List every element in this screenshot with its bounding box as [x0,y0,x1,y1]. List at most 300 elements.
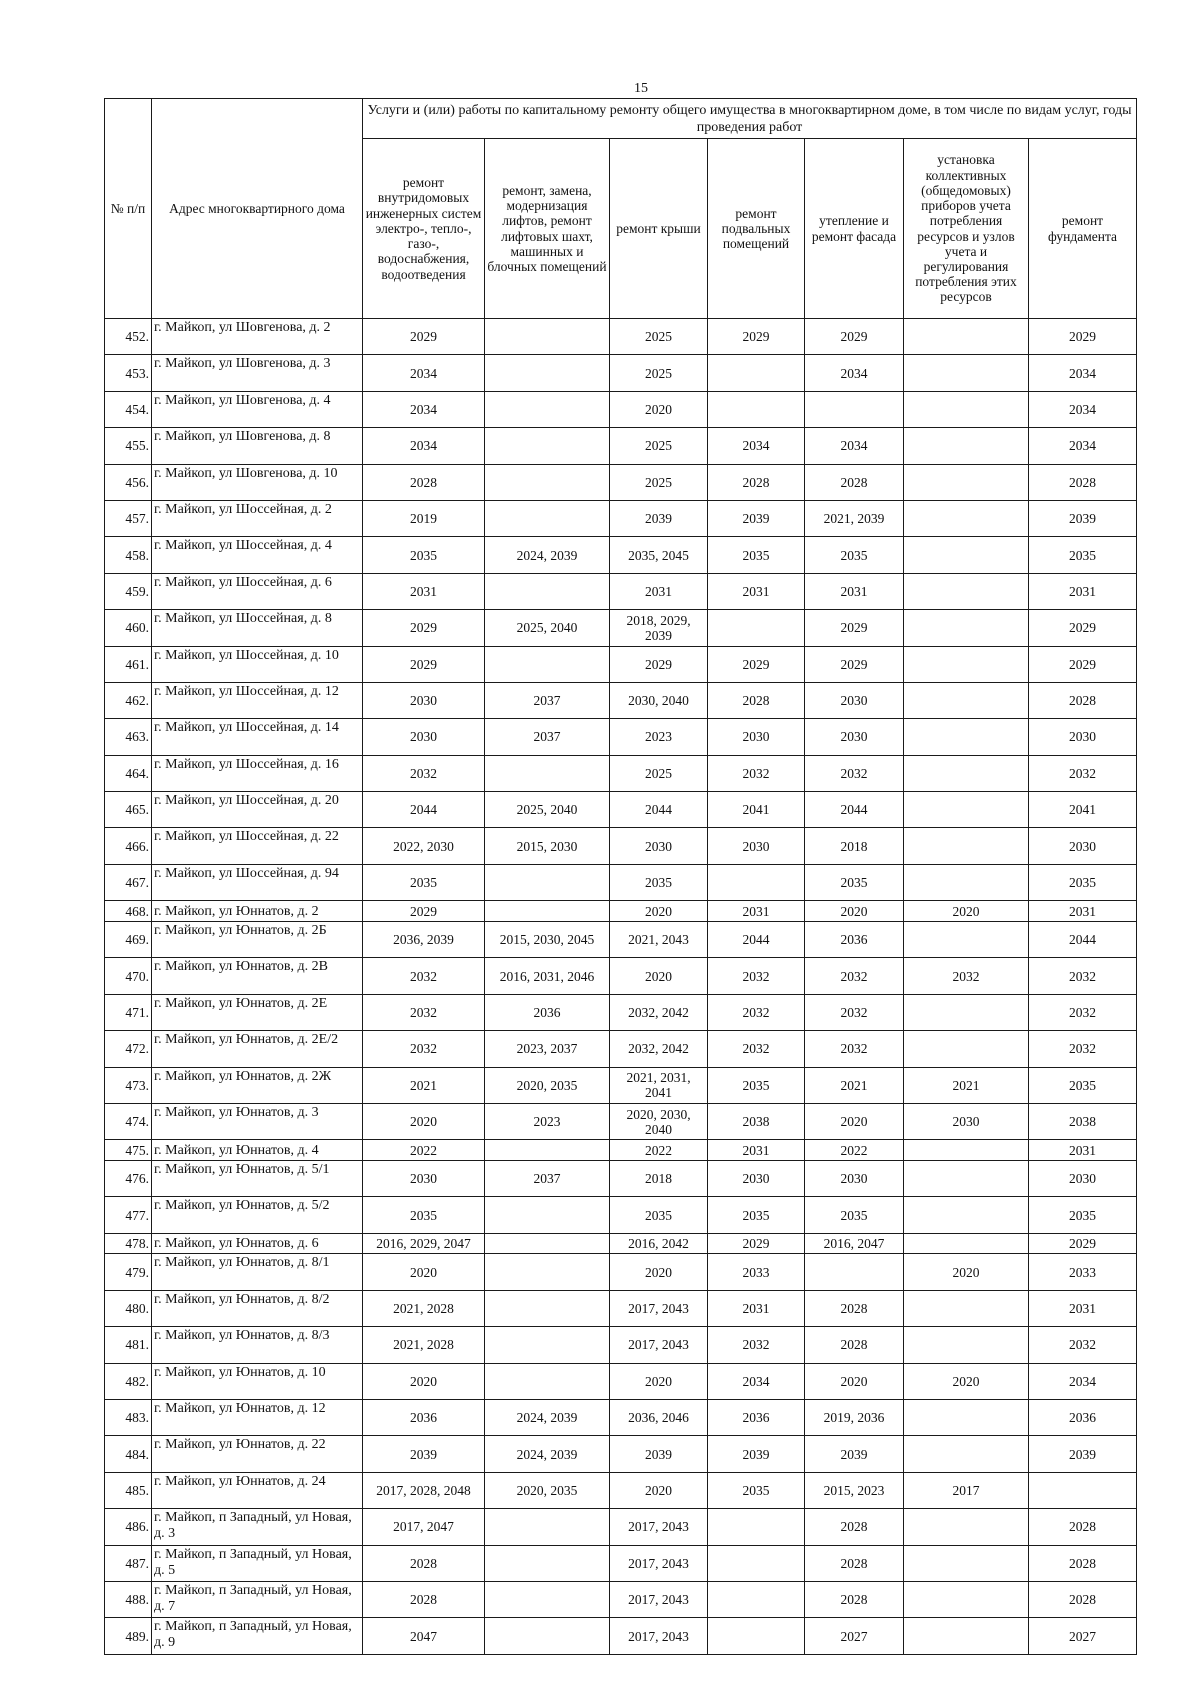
row-address: г. Майкоп, ул Шовгенова, д. 3 [152,355,363,391]
cell-basement: 2032 [708,755,805,791]
row-address: г. Майкоп, ул Шоссейная, д. 94 [152,864,363,900]
cell-engineering: 2028 [363,464,485,500]
cell-elevators [485,864,610,900]
table-row [105,719,1137,755]
cell-facade: 2020 [805,901,904,922]
cell-basement: 2034 [708,428,805,464]
cell-basement: 2035 [708,1472,805,1508]
cell-roof: 2022 [610,1140,708,1161]
cell-elevators [485,319,610,355]
cell-elevators: 2023 [485,1103,610,1139]
cell-basement: 2034 [708,1363,805,1399]
row-address: г. Майкоп, ул Юннатов, д. 4 [152,1140,363,1161]
row-number: 453. [105,355,152,391]
row-number: 471. [105,994,152,1030]
cell-facade: 2032 [805,994,904,1030]
cell-foundation: 2036 [1029,1400,1137,1436]
cell-foundation: 2041 [1029,792,1137,828]
cell-basement: 2030 [708,828,805,864]
cell-roof: 2021, 2031, 2041 [610,1067,708,1103]
row-number: 465. [105,792,152,828]
cell-engineering: 2020 [363,1363,485,1399]
cell-elevators [485,1290,610,1326]
row-address: г. Майкоп, ул Юннатов, д. 12 [152,1400,363,1436]
cell-elevators [485,1327,610,1363]
cell-roof: 2017, 2043 [610,1581,708,1617]
row-number: 455. [105,428,152,464]
table-row [105,921,1137,957]
row-number: 488. [105,1581,152,1617]
row-address: г. Майкоп, ул Шоссейная, д. 4 [152,537,363,573]
cell-foundation: 2039 [1029,1436,1137,1472]
cell-roof: 2032, 2042 [610,994,708,1030]
cell-basement: 2036 [708,1400,805,1436]
cell-engineering: 2039 [363,1436,485,1472]
row-number: 469. [105,921,152,957]
cell-elevators [485,1581,610,1617]
row-number: 475. [105,1140,152,1161]
cell-elevators [485,1509,610,1545]
header-col-meters: установка коллективных (общедомовых) приборов учета потребления ресурсов и узлов учета и регулирования потребления этих ресурсов [904,139,1029,319]
row-number: 479. [105,1254,152,1290]
cell-foundation: 2031 [1029,1290,1137,1326]
cell-elevators: 2020, 2035 [485,1472,610,1508]
cell-engineering: 2034 [363,355,485,391]
cell-foundation: 2035 [1029,864,1137,900]
cell-foundation: 2032 [1029,994,1137,1030]
cell-foundation: 2029 [1029,1233,1137,1254]
cell-foundation: 2029 [1029,610,1137,646]
cell-elevators: 2024, 2039 [485,537,610,573]
cell-elevators: 2015, 2030, 2045 [485,921,610,957]
cell-meters [904,994,1029,1030]
row-address: г. Майкоп, ул Юннатов, д. 5/2 [152,1197,363,1233]
cell-foundation: 2039 [1029,500,1137,536]
cell-foundation: 2031 [1029,1140,1137,1161]
cell-basement: 2032 [708,994,805,1030]
row-address: г. Майкоп, ул Шоссейная, д. 14 [152,719,363,755]
cell-facade: 2027 [805,1618,904,1654]
row-number: 452. [105,319,152,355]
cell-foundation: 2032 [1029,1031,1137,1067]
row-address: г. Майкоп, п Западный, ул Новая, д. 5 [152,1545,363,1581]
cell-facade: 2021 [805,1067,904,1103]
cell-roof: 2020 [610,901,708,922]
table-row [105,1509,1137,1545]
cell-engineering: 2019 [363,500,485,536]
cell-meters [904,1233,1029,1254]
cell-engineering: 2032 [363,1031,485,1067]
row-address: г. Майкоп, ул Шовгенова, д. 4 [152,391,363,427]
cell-roof: 2025 [610,464,708,500]
cell-elevators [485,901,610,922]
cell-engineering: 2028 [363,1545,485,1581]
cell-foundation: 2028 [1029,464,1137,500]
table-row [105,1254,1137,1290]
cell-foundation: 2033 [1029,1254,1137,1290]
row-number: 484. [105,1436,152,1472]
cell-roof: 2017, 2043 [610,1290,708,1326]
cell-roof: 2020 [610,391,708,427]
cell-engineering: 2020 [363,1254,485,1290]
row-address: г. Майкоп, ул Юннатов, д. 3 [152,1103,363,1139]
cell-roof: 2044 [610,792,708,828]
cell-basement: 2041 [708,792,805,828]
cell-basement: 2032 [708,1031,805,1067]
cell-basement [708,610,805,646]
table-row [105,1327,1137,1363]
cell-facade: 2028 [805,1509,904,1545]
cell-facade: 2029 [805,646,904,682]
cell-foundation: 2027 [1029,1618,1137,1654]
table-row [105,537,1137,573]
cell-facade: 2035 [805,1197,904,1233]
cell-facade: 2034 [805,355,904,391]
table-row [105,1140,1137,1161]
row-address: г. Майкоп, ул Юннатов, д. 6 [152,1233,363,1254]
cell-basement: 2032 [708,958,805,994]
cell-engineering: 2021, 2028 [363,1290,485,1326]
cell-roof: 2032, 2042 [610,1031,708,1067]
cell-meters: 2020 [904,1254,1029,1290]
cell-foundation: 2034 [1029,1363,1137,1399]
cell-elevators [485,1363,610,1399]
table-row [105,1545,1137,1581]
cell-elevators: 2036 [485,994,610,1030]
table-row [105,1618,1137,1654]
cell-roof: 2020 [610,1363,708,1399]
row-address: г. Майкоп, ул Шоссейная, д. 22 [152,828,363,864]
cell-basement [708,1581,805,1617]
cell-engineering: 2032 [363,994,485,1030]
cell-elevators [485,428,610,464]
cell-meters [904,921,1029,957]
cell-meters [904,719,1029,755]
table-body [105,319,1137,1655]
cell-meters [904,1160,1029,1196]
capital-repair-table [104,98,1137,1655]
cell-engineering: 2017, 2028, 2048 [363,1472,485,1508]
cell-elevators [485,1545,610,1581]
row-number: 472. [105,1031,152,1067]
row-address: г. Майкоп, ул Юннатов, д. 8/1 [152,1254,363,1290]
table-row [105,1233,1137,1254]
table-row [105,319,1137,355]
cell-roof: 2017, 2043 [610,1327,708,1363]
row-number: 458. [105,537,152,573]
table-row [105,500,1137,536]
header-services-group: Услуги и (или) работы по капитальному ремонту общего имущества в многоквартирном доме, в том числе по видам услуг, годы проведения работ [363,99,1137,139]
cell-engineering: 2036 [363,1400,485,1436]
cell-elevators: 2016, 2031, 2046 [485,958,610,994]
cell-roof: 2017, 2043 [610,1545,708,1581]
cell-foundation: 2028 [1029,1509,1137,1545]
row-number: 456. [105,464,152,500]
cell-meters [904,500,1029,536]
cell-basement [708,1509,805,1545]
cell-meters [904,1436,1029,1472]
cell-foundation: 2031 [1029,573,1137,609]
cell-foundation: 2030 [1029,719,1137,755]
cell-meters [904,573,1029,609]
header-col-foundation: ремонт фундамента [1029,139,1137,319]
cell-roof: 2017, 2043 [610,1618,708,1654]
cell-facade [805,391,904,427]
row-number: 489. [105,1618,152,1654]
cell-engineering: 2032 [363,755,485,791]
cell-engineering: 2035 [363,537,485,573]
row-number: 487. [105,1545,152,1581]
cell-basement: 2028 [708,464,805,500]
cell-foundation: 2028 [1029,1581,1137,1617]
table-row [105,864,1137,900]
row-number: 470. [105,958,152,994]
row-address: г. Майкоп, ул Юннатов, д. 10 [152,1363,363,1399]
page-number: 15 [634,81,648,96]
row-address: г. Майкоп, ул Шоссейная, д. 10 [152,646,363,682]
cell-roof: 2029 [610,646,708,682]
cell-meters [904,1509,1029,1545]
cell-meters: 2032 [904,958,1029,994]
row-number: 476. [105,1160,152,1196]
row-number: 483. [105,1400,152,1436]
cell-facade: 2015, 2023 [805,1472,904,1508]
cell-meters [904,464,1029,500]
cell-elevators [485,1233,610,1254]
cell-facade: 2036 [805,921,904,957]
row-address: г. Майкоп, ул Шовгенова, д. 10 [152,464,363,500]
cell-engineering: 2029 [363,319,485,355]
cell-elevators: 2024, 2039 [485,1400,610,1436]
row-address: г. Майкоп, ул Шоссейная, д. 16 [152,755,363,791]
cell-foundation: 2044 [1029,921,1137,957]
cell-roof: 2035 [610,864,708,900]
cell-facade: 2022 [805,1140,904,1161]
cell-engineering: 2031 [363,573,485,609]
cell-basement: 2031 [708,1290,805,1326]
row-address: г. Майкоп, ул Юннатов, д. 2В [152,958,363,994]
header-col-facade: утепление и ремонт фасада [805,139,904,319]
cell-foundation: 2032 [1029,958,1137,994]
row-address: г. Майкоп, ул Шоссейная, д. 6 [152,573,363,609]
cell-meters [904,755,1029,791]
table-row [105,1400,1137,1436]
cell-engineering: 2030 [363,1160,485,1196]
row-number: 460. [105,610,152,646]
cell-basement [708,391,805,427]
table-row [105,901,1137,922]
cell-engineering: 2047 [363,1618,485,1654]
cell-basement: 2031 [708,573,805,609]
cell-facade: 2039 [805,1436,904,1472]
cell-foundation: 2031 [1029,901,1137,922]
cell-basement: 2030 [708,719,805,755]
cell-basement: 2035 [708,1067,805,1103]
cell-basement [708,1545,805,1581]
row-number: 454. [105,391,152,427]
row-address: г. Майкоп, ул Юннатов, д. 22 [152,1436,363,1472]
cell-engineering: 2035 [363,864,485,900]
cell-elevators [485,755,610,791]
cell-roof: 2036, 2046 [610,1400,708,1436]
cell-basement: 2035 [708,537,805,573]
table-row [105,1363,1137,1399]
cell-roof: 2025 [610,319,708,355]
row-address: г. Майкоп, ул Юннатов, д. 2Е/2 [152,1031,363,1067]
cell-engineering: 2029 [363,610,485,646]
table-row [105,958,1137,994]
cell-foundation: 2034 [1029,355,1137,391]
cell-roof: 2030, 2040 [610,682,708,718]
row-number: 457. [105,500,152,536]
cell-basement: 2039 [708,500,805,536]
header-col-basement: ремонт подвальных помещений [708,139,805,319]
row-address: г. Майкоп, ул Шоссейная, д. 2 [152,500,363,536]
cell-basement: 2033 [708,1254,805,1290]
table-row [105,1436,1137,1472]
cell-roof: 2023 [610,719,708,755]
cell-facade: 2030 [805,1160,904,1196]
row-number: 467. [105,864,152,900]
cell-elevators: 2024, 2039 [485,1436,610,1472]
table-row [105,1067,1137,1103]
cell-elevators: 2037 [485,682,610,718]
cell-meters [904,1581,1029,1617]
cell-foundation: 2035 [1029,1067,1137,1103]
row-number: 477. [105,1197,152,1233]
row-address: г. Майкоп, ул Юннатов, д. 2Б [152,921,363,957]
cell-roof: 2021, 2043 [610,921,708,957]
cell-roof: 2035, 2045 [610,537,708,573]
cell-roof: 2020 [610,1254,708,1290]
cell-elevators [485,464,610,500]
cell-engineering: 2029 [363,901,485,922]
cell-elevators [485,646,610,682]
row-address: г. Майкоп, ул Юннатов, д. 8/2 [152,1290,363,1326]
cell-basement: 2044 [708,921,805,957]
cell-meters [904,391,1029,427]
cell-roof: 2018, 2029, 2039 [610,610,708,646]
row-number: 462. [105,682,152,718]
cell-elevators [485,391,610,427]
cell-engineering: 2030 [363,682,485,718]
row-address: г. Майкоп, ул Шоссейная, д. 12 [152,682,363,718]
cell-foundation: 2028 [1029,1545,1137,1581]
row-address: г. Майкоп, ул Юннатов, д. 8/3 [152,1327,363,1363]
cell-foundation: 2035 [1029,537,1137,573]
cell-foundation: 2038 [1029,1103,1137,1139]
row-address: г. Майкоп, ул Шоссейная, д. 20 [152,792,363,828]
cell-elevators: 2015, 2030 [485,828,610,864]
cell-basement: 2029 [708,646,805,682]
cell-roof: 2039 [610,500,708,536]
cell-engineering: 2034 [363,391,485,427]
cell-roof: 2025 [610,755,708,791]
cell-roof: 2031 [610,573,708,609]
cell-foundation: 2032 [1029,1327,1137,1363]
table-row [105,1290,1137,1326]
cell-elevators [485,1618,610,1654]
cell-facade: 2032 [805,755,904,791]
cell-meters [904,537,1029,573]
cell-foundation: 2030 [1029,828,1137,864]
cell-meters: 2020 [904,1363,1029,1399]
cell-engineering: 2044 [363,792,485,828]
cell-elevators [485,1197,610,1233]
cell-facade: 2016, 2047 [805,1233,904,1254]
cell-engineering: 2029 [363,646,485,682]
cell-elevators [485,1254,610,1290]
cell-facade: 2028 [805,1545,904,1581]
table-row [105,828,1137,864]
cell-elevators: 2020, 2035 [485,1067,610,1103]
cell-meters [904,1290,1029,1326]
cell-engineering: 2022, 2030 [363,828,485,864]
table-row [105,1103,1137,1139]
table-row [105,391,1137,427]
cell-meters [904,428,1029,464]
table-row [105,1197,1137,1233]
table-row [105,646,1137,682]
cell-facade: 2032 [805,958,904,994]
cell-engineering: 2021, 2028 [363,1327,485,1363]
cell-roof: 2020, 2030, 2040 [610,1103,708,1139]
cell-facade: 2018 [805,828,904,864]
cell-meters [904,1031,1029,1067]
cell-meters [904,1618,1029,1654]
row-number: 463. [105,719,152,755]
cell-facade: 2031 [805,573,904,609]
cell-elevators [485,1140,610,1161]
cell-facade: 2029 [805,319,904,355]
cell-roof: 2016, 2042 [610,1233,708,1254]
row-address: г. Майкоп, ул Юннатов, д. 2Ж [152,1067,363,1103]
cell-basement: 2029 [708,1233,805,1254]
table-row [105,1031,1137,1067]
table-row [105,573,1137,609]
row-number: 473. [105,1067,152,1103]
cell-foundation: 2034 [1029,391,1137,427]
table-row [105,610,1137,646]
cell-meters [904,355,1029,391]
cell-meters [904,792,1029,828]
cell-basement: 2030 [708,1160,805,1196]
row-number: 466. [105,828,152,864]
cell-meters [904,828,1029,864]
cell-meters [904,1140,1029,1161]
cell-basement: 2038 [708,1103,805,1139]
row-address: г. Майкоп, п Западный, ул Новая, д. 3 [152,1509,363,1545]
cell-engineering: 2016, 2029, 2047 [363,1233,485,1254]
table-row [105,355,1137,391]
row-address: г. Майкоп, ул Шовгенова, д. 2 [152,319,363,355]
row-address: г. Майкоп, ул Шоссейная, д. 8 [152,610,363,646]
cell-facade: 2020 [805,1103,904,1139]
row-number: 485. [105,1472,152,1508]
cell-meters [904,646,1029,682]
cell-facade: 2035 [805,864,904,900]
row-address: г. Майкоп, ул Юннатов, д. 5/1 [152,1160,363,1196]
row-number: 461. [105,646,152,682]
cell-meters: 2021 [904,1067,1029,1103]
cell-facade: 2021, 2039 [805,500,904,536]
cell-facade: 2030 [805,719,904,755]
cell-foundation: 2035 [1029,1197,1137,1233]
cell-elevators: 2037 [485,719,610,755]
row-address: г. Майкоп, ул Юннатов, д. 2Е [152,994,363,1030]
cell-engineering: 2035 [363,1197,485,1233]
cell-engineering: 2021 [363,1067,485,1103]
